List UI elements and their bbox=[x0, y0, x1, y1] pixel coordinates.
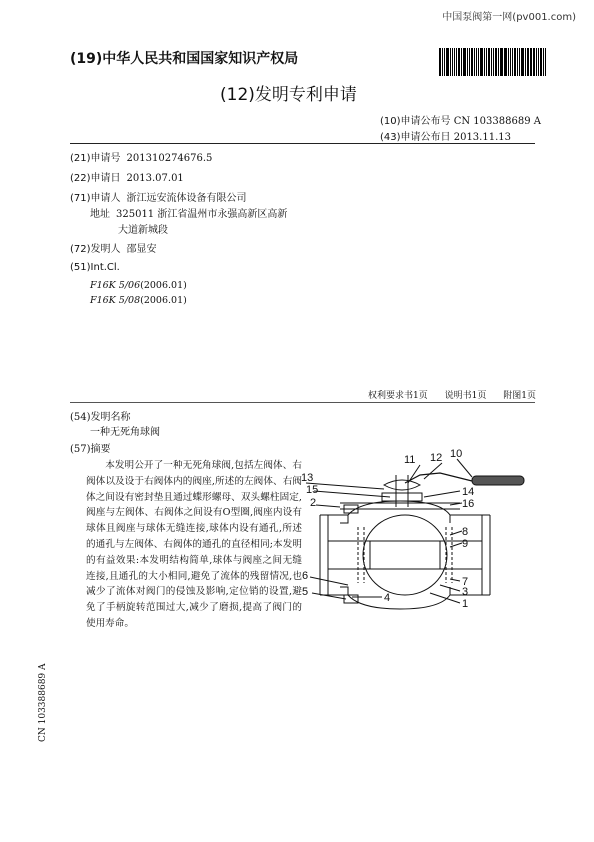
publication-number-row bbox=[380, 112, 541, 127]
figure-label: 6 bbox=[302, 570, 309, 582]
figure-label: 12 bbox=[430, 452, 443, 464]
ipc-version: (2006.01) bbox=[140, 280, 187, 291]
figure-label: 11 bbox=[404, 454, 416, 466]
patent-office: (19)中华人民共和国国家知识产权局 bbox=[70, 51, 299, 67]
figure-label: 7 bbox=[462, 576, 469, 588]
address-label: 地址 bbox=[90, 209, 110, 220]
ipc-version: (2006.01) bbox=[140, 295, 187, 306]
int-cl-row bbox=[70, 262, 120, 273]
figure-label: 13 bbox=[301, 472, 314, 484]
abstract-label: (57)摘要 bbox=[70, 444, 111, 455]
applicant-label: (71)申请人 bbox=[70, 193, 121, 204]
application-number-label: (21)申请号 bbox=[70, 153, 121, 164]
address-line-1: 325011 浙江省温州市永强高新区高新 bbox=[116, 209, 288, 220]
address-line-2: 大道新城段 bbox=[118, 225, 168, 236]
invention-title: 一种无死角球阀 bbox=[90, 427, 160, 438]
inventor-name: 邵显安 bbox=[126, 244, 157, 255]
page-counts bbox=[354, 388, 536, 401]
inventor-label: (72)发明人 bbox=[70, 244, 121, 255]
publication-number: CN 103388689 A bbox=[453, 116, 541, 127]
description-pages: 说明书1页 bbox=[444, 391, 487, 401]
publication-date: 2013.11.13 bbox=[453, 132, 511, 143]
figure-label: 16 bbox=[462, 498, 475, 510]
drawings-pages: 附图1页 bbox=[503, 391, 536, 401]
abstract-text: 本发明公开了一种无死角球阀,包括左阀体、右阀体以及设于右阀体内的阀座,所述的左阀体、右阀体之间设有密封垫且通过蝶形螺母、双头螺柱固定,阀座与左阀体、右阀体之间设有O型圈,阀座内设有球体且阀座与球体无缝连接,球体内设有通孔,所述的通孔与左阀体、右阀体的通孔的直径相同;本发明的有益效果:本发明结构简单,球体与阀座之间无缝连接,且通孔的大小相同,避免了流体的残留情况,也减少了流体对阀门的侵蚀及影响,定位销的设置,避免了手柄旋转范围过大,减少了磨损,提高了阀门的使用寿命。 bbox=[86, 460, 302, 629]
header-divider bbox=[70, 143, 535, 144]
ipc-item bbox=[90, 280, 187, 291]
filing-date-label: (22)申请日 bbox=[70, 173, 121, 184]
ball-valve-drawing bbox=[300, 445, 530, 615]
publication-date-label: (43)申请公布日 bbox=[380, 132, 451, 143]
title-label: (54)发明名称 bbox=[70, 412, 131, 423]
claims-pages: 权利要求书1页 bbox=[368, 391, 428, 401]
ipc-code: F16K 5/06 bbox=[90, 280, 141, 291]
figure-label: 10 bbox=[450, 448, 463, 460]
figure-label: 9 bbox=[462, 538, 469, 550]
figure-label: 15 bbox=[306, 484, 319, 496]
publication-number-label: (10)申请公布号 bbox=[380, 116, 451, 127]
ipc-code: F16K 5/08 bbox=[90, 295, 141, 306]
figure-label: 3 bbox=[462, 586, 469, 598]
figure-label: 8 bbox=[462, 526, 469, 538]
figure-label: 4 bbox=[384, 592, 391, 604]
figure-label: 2 bbox=[310, 497, 317, 509]
filing-date-row bbox=[70, 169, 184, 184]
site-watermark: 中国泵阀第一网(pv001.com) bbox=[442, 12, 576, 23]
inventor-row bbox=[70, 240, 157, 255]
figure-label: 14 bbox=[462, 486, 475, 498]
filing-date: 2013.07.01 bbox=[126, 173, 184, 184]
figure-label: 5 bbox=[302, 586, 309, 598]
publication-date-row bbox=[380, 128, 511, 143]
barcode bbox=[439, 48, 547, 76]
applicant-row bbox=[70, 189, 247, 204]
int-cl-label: (51)Int.Cl. bbox=[70, 262, 120, 273]
document-type: (12)发明专利申请 bbox=[220, 85, 357, 105]
figure-label: 1 bbox=[462, 598, 469, 610]
application-number-row bbox=[70, 149, 212, 164]
ipc-item bbox=[90, 295, 187, 306]
application-number: 201310274676.5 bbox=[126, 153, 213, 164]
side-number-text: CN 103388689 A bbox=[38, 663, 48, 742]
address-row bbox=[90, 205, 287, 220]
body-divider bbox=[70, 402, 535, 403]
applicant-name: 浙江远安流体设备有限公司 bbox=[126, 193, 247, 204]
